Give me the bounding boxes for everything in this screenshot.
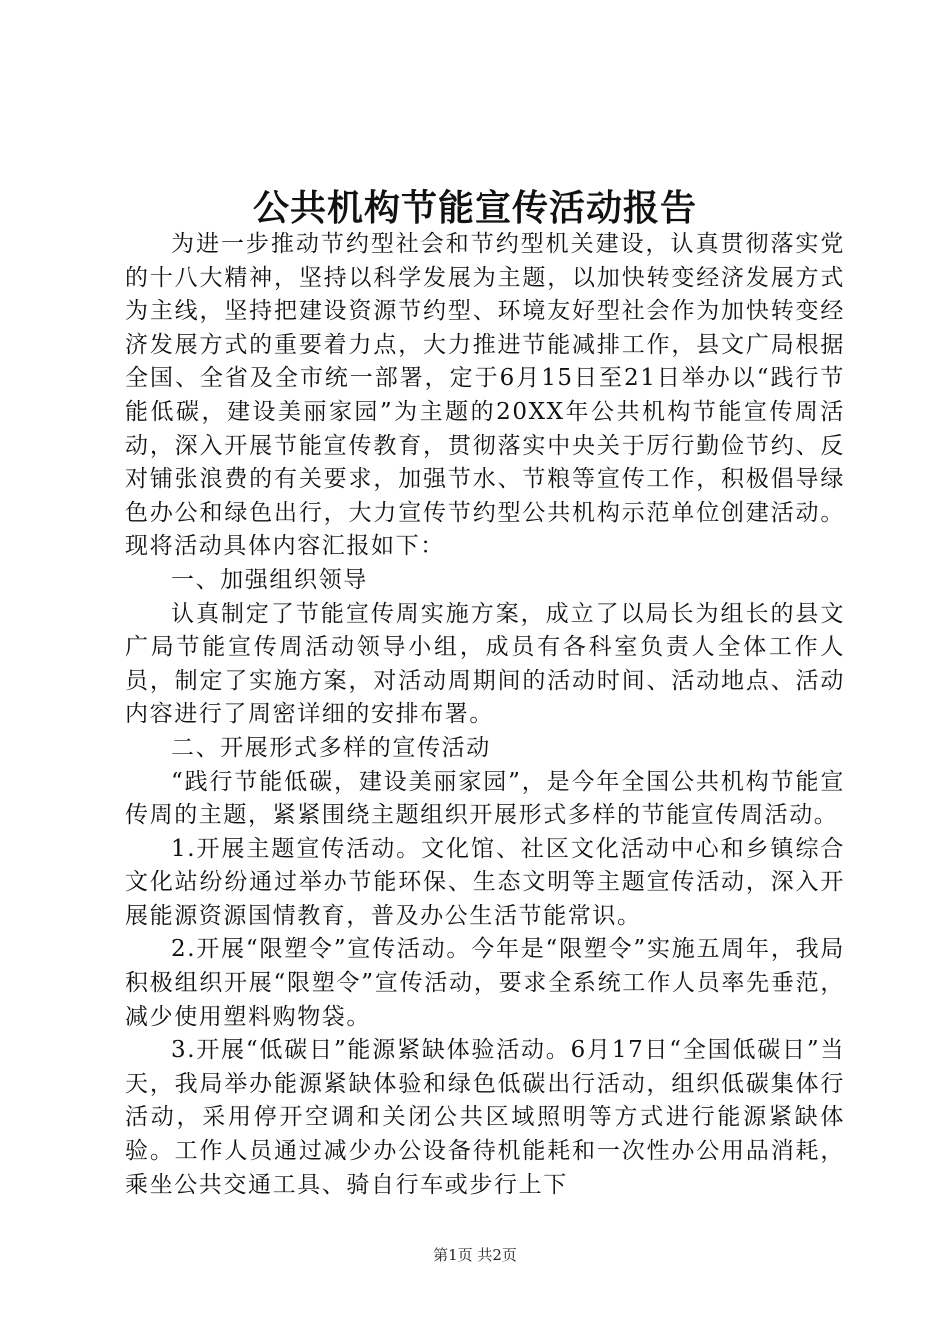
paragraph-section-2-intro: “践行节能低碳，建设美丽家园”，是今年全国公共机构节能宣传周的主题，紧紧围绕主题组织开展形式多样的节能宣传周活动。 [125,768,845,829]
paragraph-item-1: 1.开展主题宣传活动。文化馆、社区文化活动中心和乡镇综合文化站纷纷通过举办节能环保、生态文明等主题宣传活动，深入开展能源资源国情教育，普及办公生活节能常识。 [125,835,845,929]
heading-section-2: 二、开展形式多样的宣传活动 [171,734,491,761]
paragraph-item-3: 3.开展“低碳日”能源紧缺体验活动。6月17日“全国低碳日”当天，我局举办能源紧缺体验和绿色低碳出行活动，组织低碳集体行活动，采用停开空调和关闭公共区域照明等方式进行能源紧缺体验。工作人员通过减少办公设备待机能耗和一次性办公用品消耗，乘坐公共交通工具、骑自行车或步行上下 [125,1037,845,1198]
document-body [125,228,845,1202]
paragraph-section-1: 认真制定了节能宣传周实施方案，成立了以局长为组长的县文广局节能宣传周活动领导小组，成员有各科室负责人全体工作人员，制定了实施方案，对活动周期间的活动时间、活动地点、活动内容进行了周密详细的安排布署。 [125,600,845,728]
paragraph-intro: 为进一步推动节约型社会和节约型机关建设，认真贯彻落实党的十八大精神，坚持以科学发展为主题，以加快转变经济发展方式为主线，坚持把建设资源节约型、环境友好型社会作为加快转变经济发展方式的重要着力点，大力推进节能减排工作，县文广局根据全国、全省及全市统一部署，定于6月15日至21日举办以“践行节能低碳，建设美丽家园”为主题的20XX年公共机构节能宣传周活动，深入开展节能宣传教育，贯彻落实中央关于厉行勤俭节约、反对铺张浪费的有关要求，加强节水、节粮等宣传工作，积极倡导绿色办公和绿色出行，大力宣传节约型公共机构示范单位创建活动。现将活动具体内容汇报如下： [125,231,845,560]
document-title: 公共机构节能宣传活动报告 [252,187,697,229]
page-footer: 第1页 共2页 [433,1246,517,1264]
heading-section-1: 一、加强组织领导 [171,566,368,593]
paragraph-item-2: 2.开展“限塑令”宣传活动。今年是“限塑令”实施五周年，我局积极组织开展“限塑令”宣传活动，要求全系统工作人员率先垂范，减少使用塑料购物袋。 [125,936,845,1030]
